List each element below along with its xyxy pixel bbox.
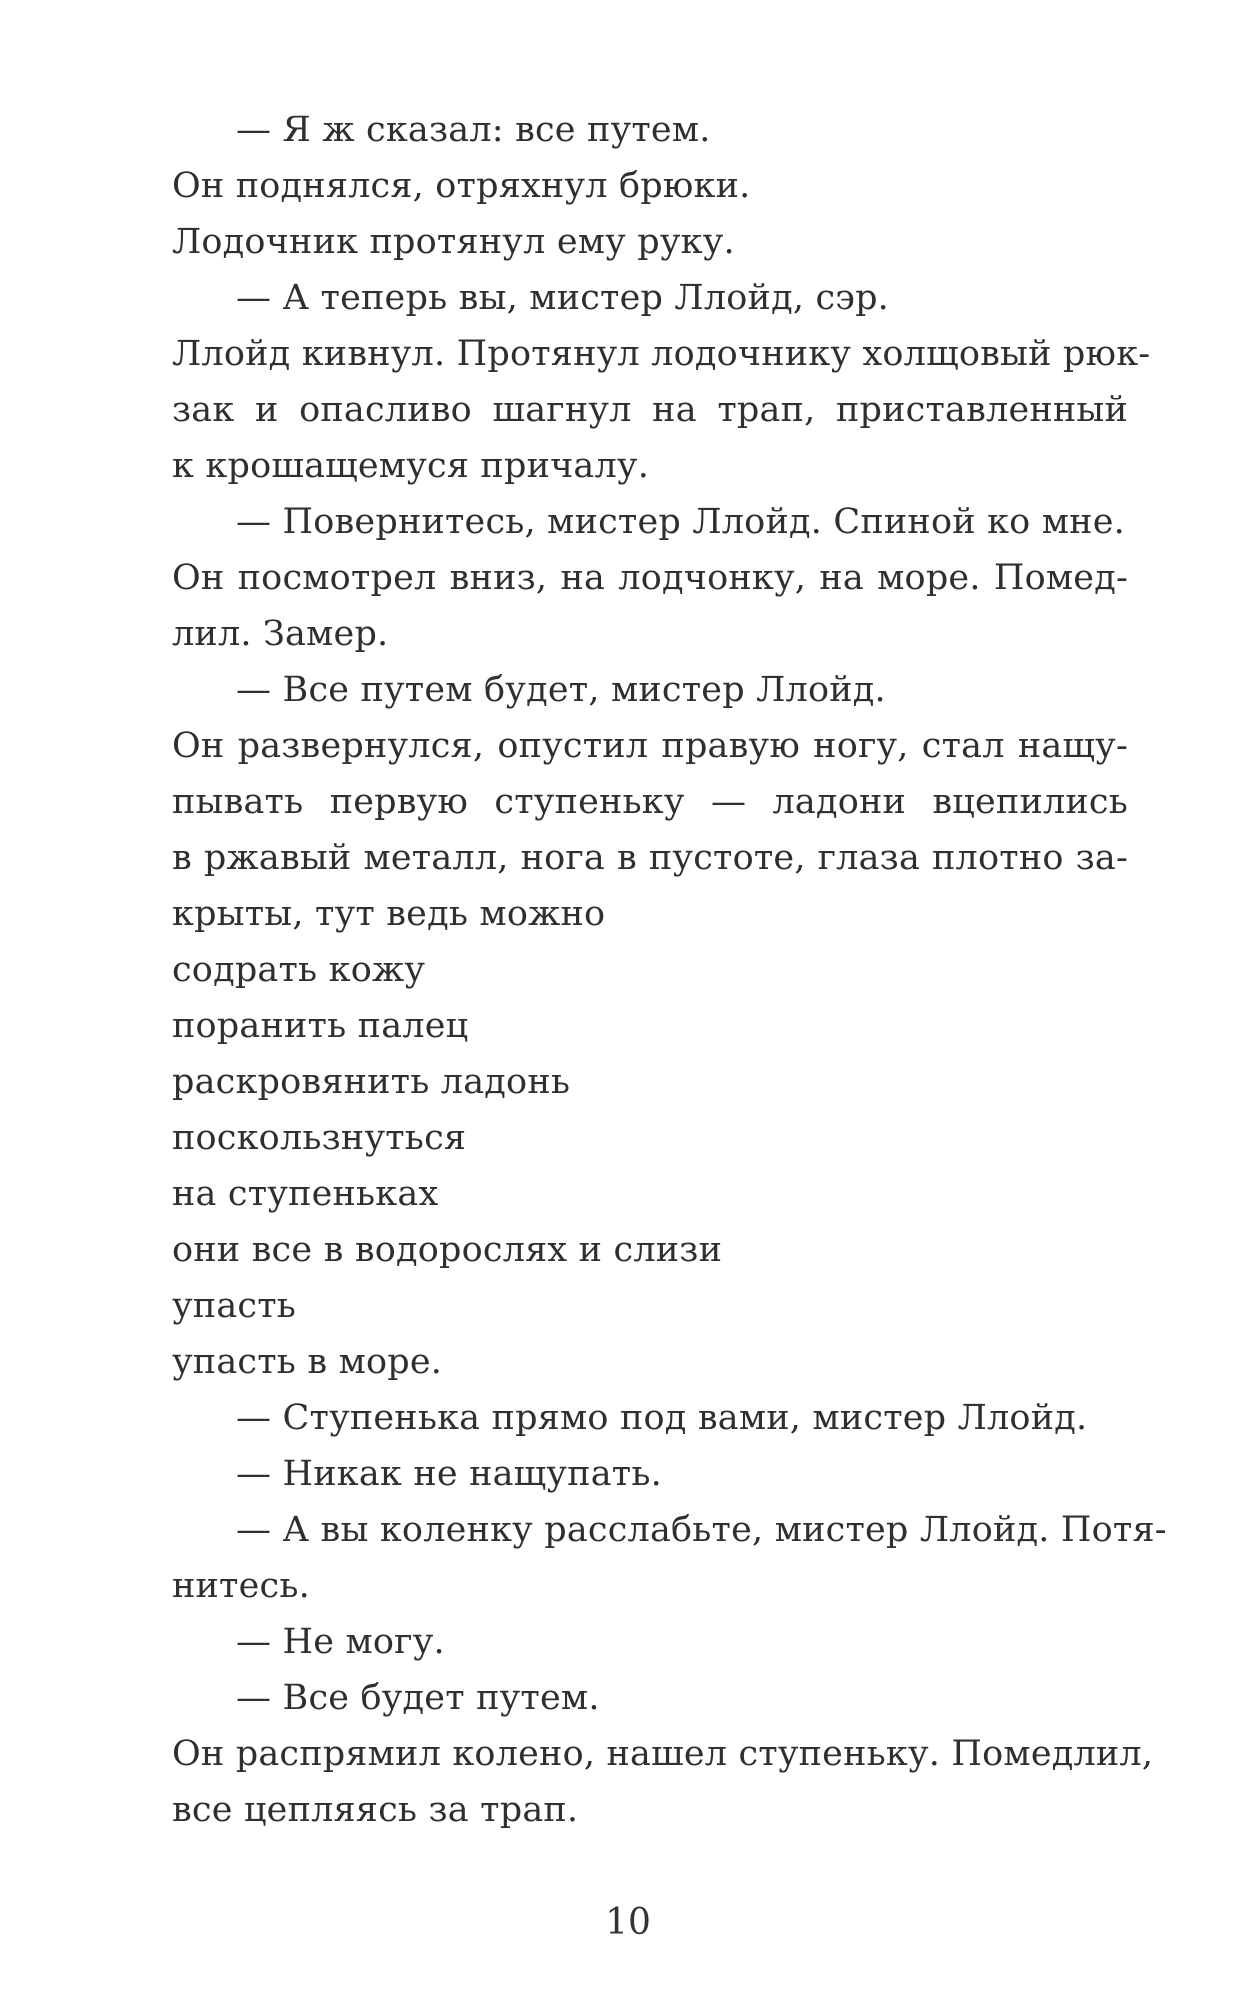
text-line: поскользнуться	[172, 1118, 467, 1158]
text-line: пывать первую ступеньку — ладони вцепились	[172, 782, 1128, 822]
text-line: они все в водорослях и слизи	[172, 1230, 723, 1270]
text-line: лил. Замер.	[172, 614, 389, 654]
text-line: содрать кожу	[172, 950, 426, 990]
text-line: все цепляясь за трап.	[172, 1790, 579, 1830]
text-line: Он поднялся, отряхнул брюки.	[172, 166, 751, 206]
text-line: Лодочник протянул ему руку.	[172, 222, 735, 262]
text-line: — Повернитесь, мистер Ллойд. Спиной ко мне.	[236, 502, 1125, 542]
page-number: 10	[605, 1902, 651, 1943]
text-line: крыты, тут ведь можно	[172, 894, 606, 934]
text-line: зак и опасливо шагнул на трап, приставленный	[172, 390, 1128, 430]
text-line: — А вы коленку расслабьте, мистер Ллойд. Потя-	[236, 1510, 1167, 1550]
text-line: — Все будет путем.	[236, 1678, 600, 1718]
text-line: — Не могу.	[236, 1622, 445, 1662]
text-line: — Я ж сказал: все путем.	[236, 110, 711, 150]
text-line: упасть в море.	[172, 1342, 443, 1382]
text-line: на ступеньках	[172, 1174, 439, 1214]
text-line: к крошащемуся причалу.	[172, 446, 650, 486]
text-line: в ржавый металл, нога в пустоте, глаза плотно за-	[172, 838, 1128, 878]
text-line: — Никак не нащупать.	[236, 1454, 662, 1494]
text-line: нитесь.	[172, 1566, 310, 1606]
text-line: Он развернулся, опустил правую ногу, стал нащу-	[172, 726, 1128, 766]
text-line: — Все путем будет, мистер Ллойд.	[236, 670, 886, 710]
text-line: Он посмотрел вниз, на лодчонку, на море. Помед-	[172, 558, 1128, 598]
text-line: поранить палец	[172, 1006, 469, 1046]
text-line: — А теперь вы, мистер Ллойд, сэр.	[236, 278, 890, 318]
text-line: раскровянить ладонь	[172, 1062, 571, 1102]
text-line: Ллойд кивнул. Протянул лодочнику холщовый рюк-	[172, 334, 1151, 374]
text-line: упасть	[172, 1286, 297, 1326]
text-line: — Ступенька прямо под вами, мистер Ллойд.	[236, 1398, 1088, 1438]
text-line: Он распрямил колено, нашел ступеньку. Помедлил,	[172, 1734, 1154, 1774]
page-text	[172, 102, 1167, 1838]
